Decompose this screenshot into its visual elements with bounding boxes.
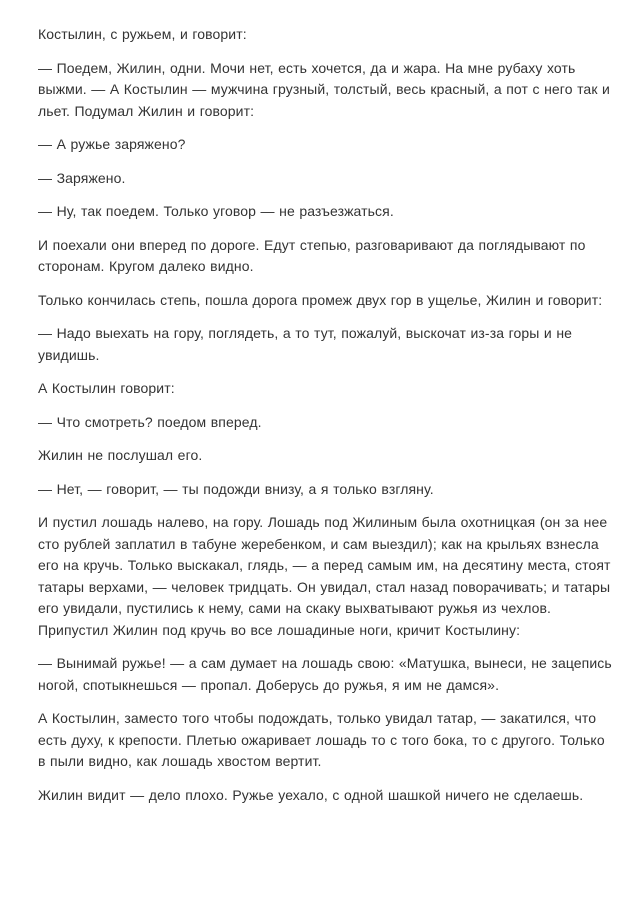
paragraph: И поехали они вперед по дороге. Едут степью, разговаривают да поглядывают по сторонам. Кругом далеко видно.	[38, 236, 586, 274]
paragraph: А Костылин, заместо того чтобы подождать, только увидал татар, — закатился, что есть духу, к крепости. Плетью ожаривает лошадь то с того бока, то с другого. Только в пыли видно, как лошадь хвостом вертит.	[38, 710, 605, 769]
paragraph: — Ну, так поедем. Только уговор — не разъезжаться.	[38, 203, 394, 219]
paragraph: Только кончилась степь, пошла дорога промеж двух гор в ущелье, Жилин и говорит:	[38, 291, 603, 308]
paragraph: — Поедем, Жилин, одни. Мочи нет, есть хочется, да и жара. На мне рубаху хоть выжми. — А Костылин — мужчина грузный, толстый, весь красный, а пот с него так и льет. Подумал Жилин и говорит:	[38, 59, 610, 119]
paragraph: Костылин, с ружьем, и говорит:	[38, 26, 247, 42]
paragraph: А Костылин говорит:	[38, 380, 175, 396]
paragraph: — Надо выехать на гору, поглядеть, а то тут, пожалуй, выскочат из-за горы и не увидишь.	[38, 325, 573, 363]
paragraph: И пустил лошадь налево, на гору. Лошадь под Жилиным была охотницкая (он за нее сто рублей заплатил в табуне жеребенком, и сам выездил); как на крыльях взнесла его на кручь. Только выскакал, глядь, — а перед самым им, на десятину места, стоят татары верхами, — человек тридцать. Он увидал, стал назад поворачивать; и татары его увидали, пустились к нему, сами на скаку выхватывают ружья из чехлов. Припустил Жилин под кручь во все лошадиные ноги, кричит Костылину:	[38, 514, 611, 638]
paragraph: — Нет, — говорит, — ты подожди внизу, а я только взгляну.	[38, 480, 434, 497]
paragraph: — А ружье заряжено?	[38, 136, 186, 152]
paragraph: Жилин не послушал его.	[38, 447, 203, 463]
paragraph: — Вынимай ружье! — а сам думает на лошадь свою: «Матушка, вынеси, не зацепись ногой, спотыкнешься — пропал. Доберусь до ружья, я им не дамся».	[38, 655, 612, 693]
paragraph: — Что смотреть? поедом вперед.	[38, 413, 262, 430]
paragraph: — Заряжено.	[38, 169, 126, 186]
paragraph: Жилин видит — дело плохо. Ружье уехало, с одной шашкой ничего не сделаешь.	[38, 786, 584, 803]
